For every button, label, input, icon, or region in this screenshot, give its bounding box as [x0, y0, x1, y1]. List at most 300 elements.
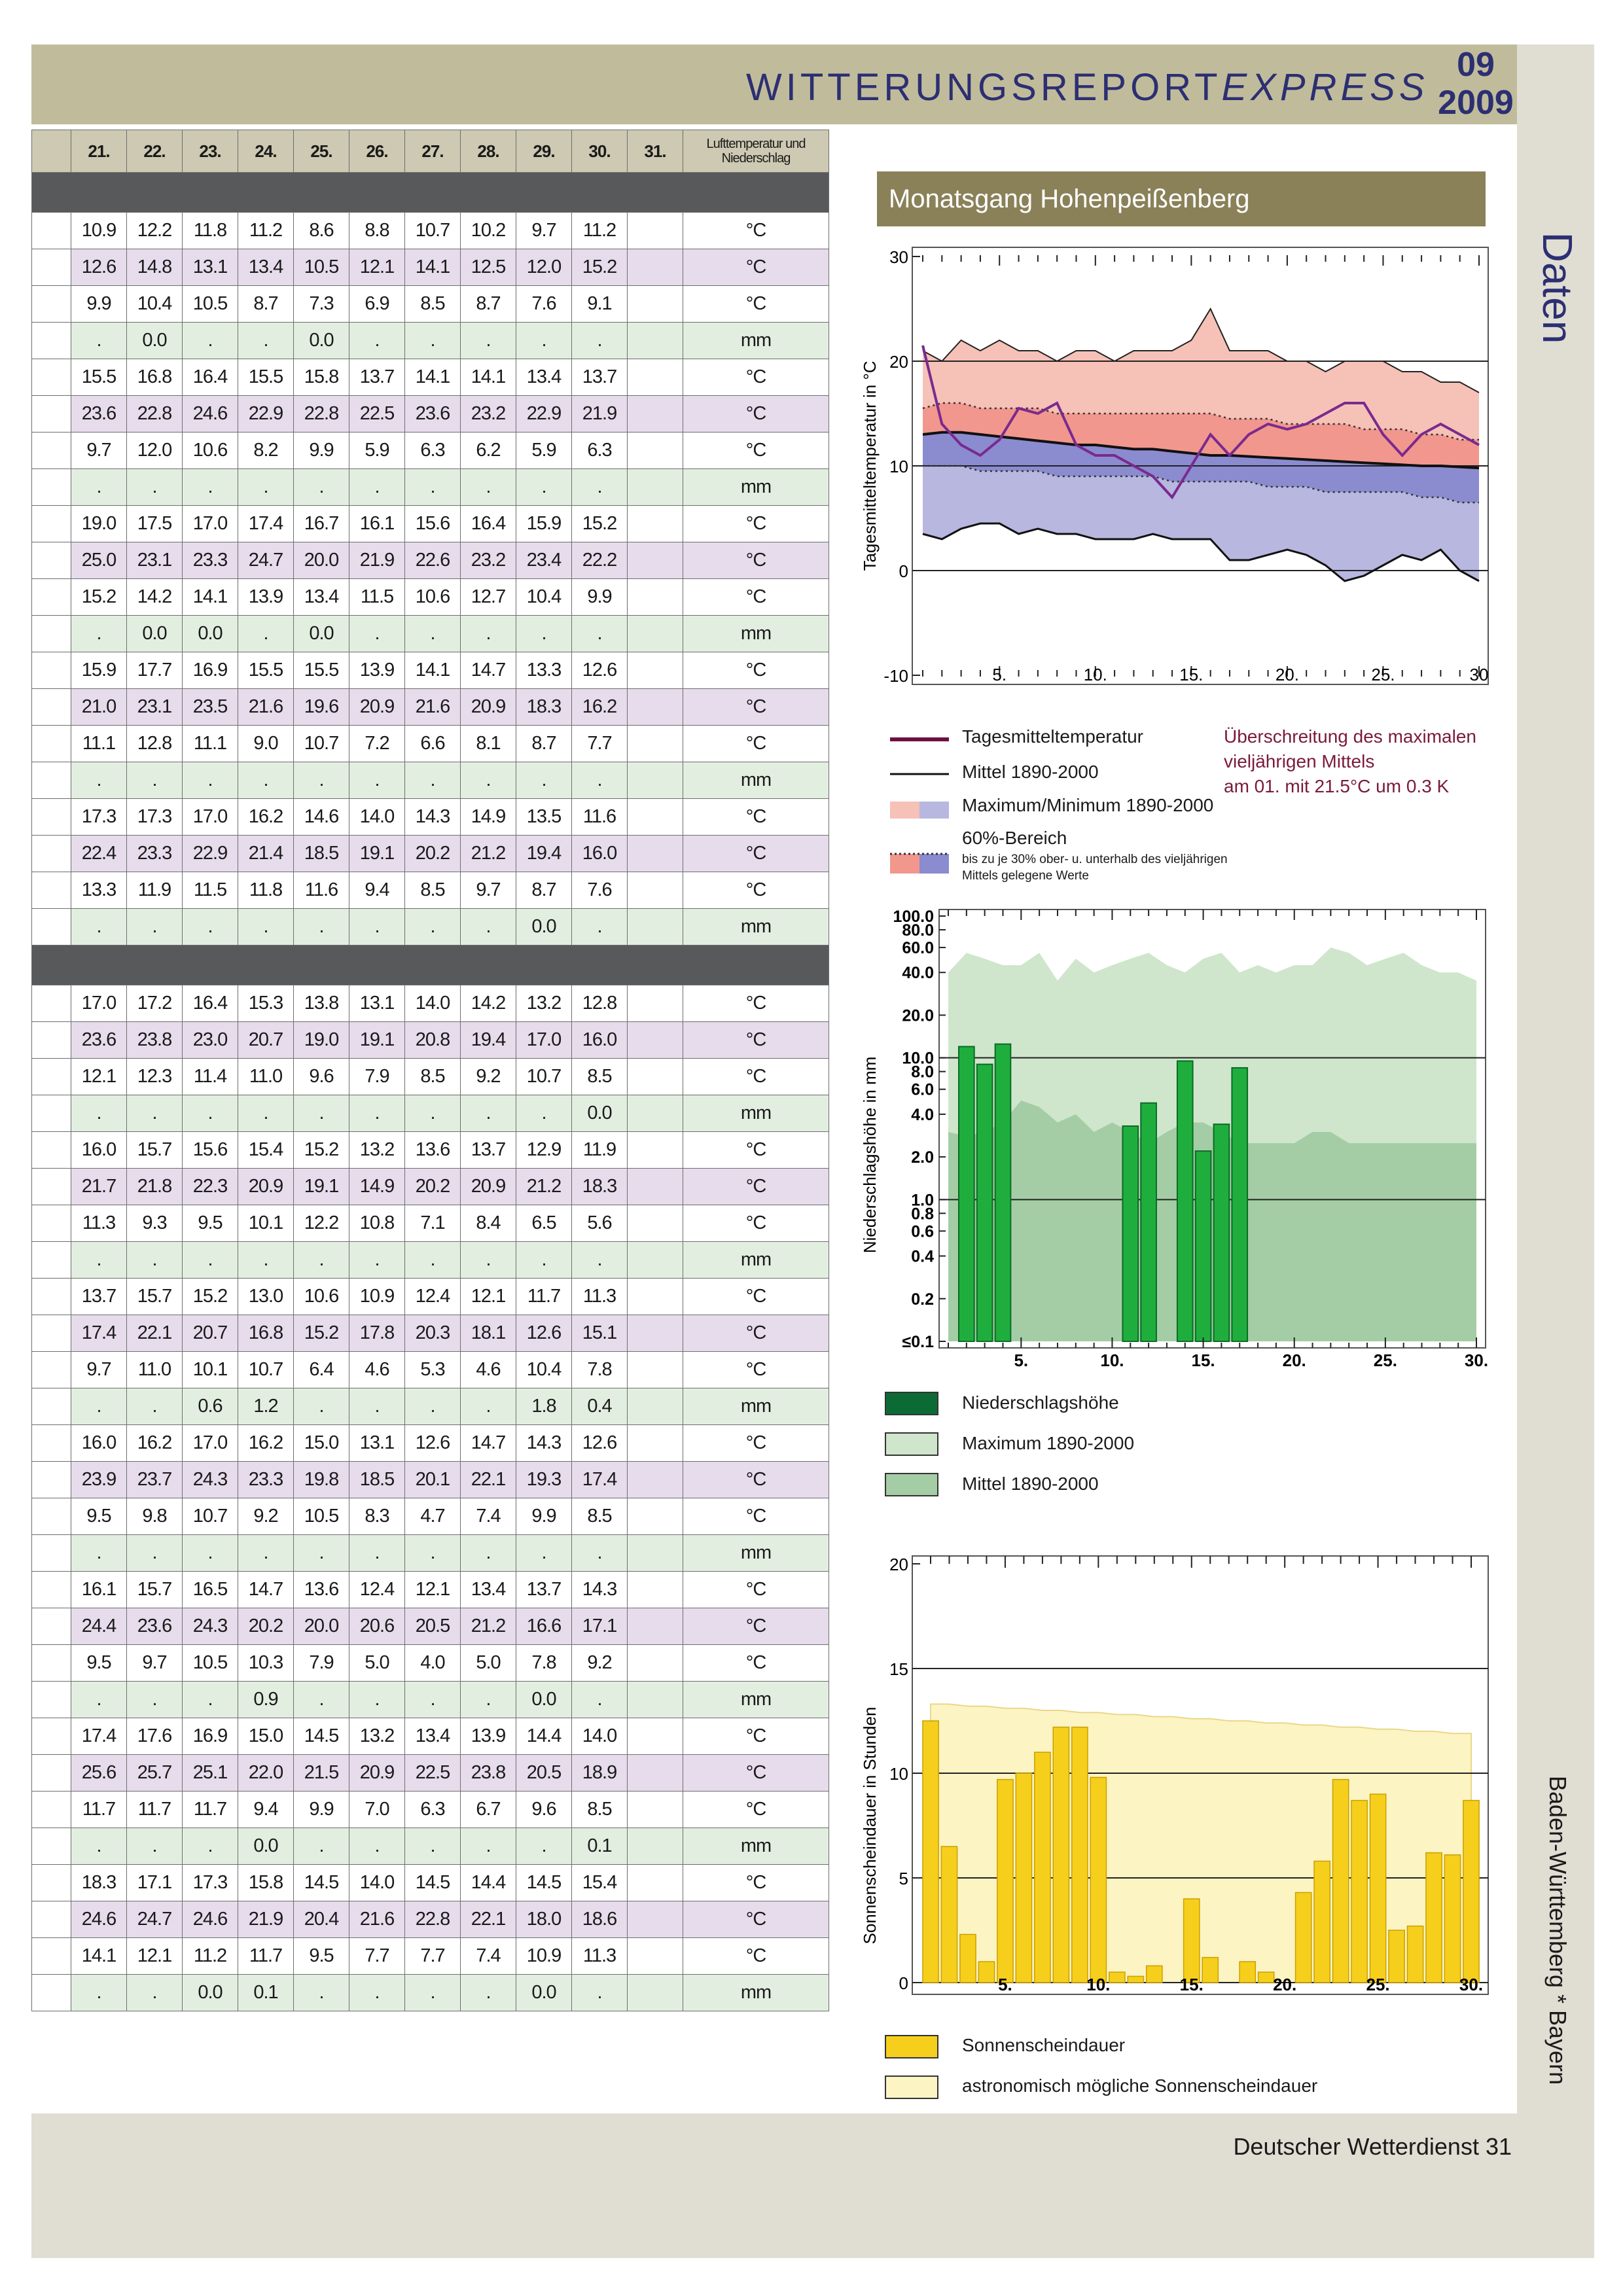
sunshine-chart	[851, 1544, 1492, 2041]
value-cell: .	[238, 909, 294, 945]
value-cell: 19.4	[516, 836, 572, 872]
value-cell	[628, 1059, 683, 1095]
value-cell: .	[127, 1535, 183, 1572]
y-tick-label: 10.0	[902, 1049, 934, 1068]
unit-cell: °C	[683, 1132, 829, 1169]
value-cell: 14.1	[405, 249, 461, 286]
value-cell: 0.6	[183, 1388, 238, 1425]
value-cell: 8.5	[572, 1059, 628, 1095]
value-cell: 9.5	[294, 1938, 349, 1975]
row-label-cell	[32, 1608, 71, 1645]
table-row	[32, 433, 829, 469]
value-cell: 11.1	[183, 726, 238, 762]
value-cell: 22.6	[405, 542, 461, 579]
chart-title: Monatsgang Hohenpeißenberg	[877, 171, 1486, 226]
sunshine-bar	[997, 1780, 1013, 1983]
value-cell: 12.3	[127, 1059, 183, 1095]
value-cell: 14.5	[516, 1865, 572, 1901]
y-tick-label: 6.0	[911, 1080, 934, 1099]
value-cell: 16.7	[294, 506, 349, 542]
value-cell: 22.0	[238, 1755, 294, 1792]
value-cell: 9.7	[71, 1352, 127, 1388]
value-cell: 16.5	[183, 1572, 238, 1608]
value-cell: 13.3	[71, 872, 127, 909]
value-cell: 10.5	[183, 1645, 238, 1682]
value-cell: 15.2	[572, 506, 628, 542]
separator-cell	[32, 945, 829, 985]
value-cell: 11.5	[183, 872, 238, 909]
y-axis-label: Niederschlagshöhe in mm	[860, 1056, 880, 1254]
value-cell: 0.0	[127, 616, 183, 652]
value-cell: 21.9	[238, 1901, 294, 1938]
unit-cell: °C	[683, 652, 829, 689]
value-cell: 12.8	[127, 726, 183, 762]
y-tick-label: 100.0	[893, 908, 934, 926]
table-row	[32, 1938, 829, 1975]
value-cell: 7.4	[461, 1498, 516, 1535]
note-line-2: vieljährigen Mittels	[1224, 751, 1375, 771]
table-row	[32, 1022, 829, 1059]
value-cell: 14.1	[405, 652, 461, 689]
value-cell: .	[349, 1535, 405, 1572]
value-cell: 11.0	[127, 1352, 183, 1388]
value-cell: 9.9	[294, 433, 349, 469]
table-row	[32, 1132, 829, 1169]
value-cell: 20.8	[405, 1022, 461, 1059]
value-cell: .	[183, 1095, 238, 1132]
value-cell: .	[183, 1535, 238, 1572]
value-cell: .	[183, 762, 238, 799]
x-tick-label: 30.	[1459, 1975, 1484, 1994]
x-tick-label: 15.	[1191, 1351, 1215, 1370]
row-label-cell	[32, 1022, 71, 1059]
value-cell: 16.1	[71, 1572, 127, 1608]
value-cell: 16.2	[238, 799, 294, 836]
value-cell: 14.7	[461, 652, 516, 689]
unit-cell: °C	[683, 249, 829, 286]
value-cell	[628, 542, 683, 579]
row-label-cell	[32, 1645, 71, 1682]
y-tick-label: 0.2	[911, 1290, 934, 1309]
y-tick-label: 0	[899, 1973, 908, 1993]
value-cell: 18.3	[516, 689, 572, 726]
legend-sun-astro-swatch	[885, 2076, 938, 2098]
value-cell: .	[405, 1828, 461, 1865]
table-row	[32, 1315, 829, 1352]
value-cell: 9.5	[71, 1498, 127, 1535]
value-cell: 11.7	[71, 1792, 127, 1828]
value-cell: 14.3	[572, 1572, 628, 1608]
value-cell	[628, 1718, 683, 1755]
x-tick-label: 10.	[1083, 665, 1107, 684]
value-cell: 17.4	[238, 506, 294, 542]
value-cell: 0.9	[238, 1682, 294, 1718]
x-tick-label: 30.	[1464, 1351, 1489, 1370]
value-cell: .	[572, 1975, 628, 2011]
table-row	[32, 1792, 829, 1828]
value-cell	[628, 616, 683, 652]
section-label: Daten	[1534, 232, 1581, 344]
value-cell: 5.9	[349, 433, 405, 469]
value-cell: 18.9	[572, 1755, 628, 1792]
value-cell: .	[294, 1095, 349, 1132]
value-cell: 7.6	[572, 872, 628, 909]
value-cell: 0.4	[572, 1388, 628, 1425]
row-label-cell	[32, 1901, 71, 1938]
value-cell	[628, 1425, 683, 1462]
unit-cell: °C	[683, 1022, 829, 1059]
value-cell: .	[516, 1095, 572, 1132]
value-cell	[628, 1205, 683, 1242]
note-line-1: Überschreitung des maximalen	[1224, 726, 1476, 747]
value-cell: 20.2	[238, 1608, 294, 1645]
value-cell: 10.6	[405, 579, 461, 616]
unit-header: Lufttemperatur und Niederschlag	[683, 130, 829, 173]
legend-60-upper-swatch	[890, 854, 919, 874]
value-cell: .	[294, 1828, 349, 1865]
value-cell: 12.1	[71, 1059, 127, 1095]
value-cell: 7.4	[461, 1938, 516, 1975]
value-cell: 13.9	[349, 652, 405, 689]
value-cell: 10.1	[238, 1205, 294, 1242]
value-cell	[628, 1315, 683, 1352]
value-cell	[628, 506, 683, 542]
value-cell: 16.6	[516, 1608, 572, 1645]
value-cell: 23.3	[127, 836, 183, 872]
sunshine-bar	[1184, 1899, 1200, 1983]
day-header: 26.	[349, 130, 405, 173]
value-cell: 19.1	[294, 1169, 349, 1205]
value-cell: 10.3	[238, 1645, 294, 1682]
value-cell	[628, 836, 683, 872]
value-cell: 7.9	[349, 1059, 405, 1095]
value-cell: 22.8	[405, 1901, 461, 1938]
table-row	[32, 1572, 829, 1608]
value-cell	[628, 1535, 683, 1572]
sunshine-bar	[1314, 1861, 1330, 1983]
value-cell: .	[294, 1682, 349, 1718]
value-cell: .	[183, 1682, 238, 1718]
x-tick-label: 20.	[1275, 665, 1299, 684]
value-cell: 12.2	[294, 1205, 349, 1242]
value-cell: 23.2	[461, 396, 516, 433]
unit-cell: °C	[683, 1938, 829, 1975]
y-tick-label: 5	[899, 1869, 908, 1888]
value-cell: 22.5	[405, 1755, 461, 1792]
unit-cell: °C	[683, 689, 829, 726]
table-row	[32, 985, 829, 1022]
value-cell: 21.6	[405, 689, 461, 726]
value-cell: 9.6	[516, 1792, 572, 1828]
value-cell: .	[294, 1975, 349, 2011]
precip-legend-swatches	[883, 1390, 949, 1502]
legend-60-desc-1: bis zu je 30% ober- u. unterhalb des vieljährigen	[962, 853, 1228, 866]
y-tick-label: 80.0	[902, 921, 934, 940]
precipitation-chart	[851, 903, 1492, 1387]
value-cell: 16.1	[349, 506, 405, 542]
value-cell: 6.3	[405, 1792, 461, 1828]
value-cell: 22.9	[183, 836, 238, 872]
value-cell: 9.9	[572, 579, 628, 616]
value-cell: 11.0	[238, 1059, 294, 1095]
value-cell: 24.6	[183, 396, 238, 433]
row-label-cell	[32, 762, 71, 799]
value-cell: 11.7	[183, 1792, 238, 1828]
header-empty-cell	[32, 130, 71, 173]
value-cell	[628, 1242, 683, 1279]
x-tick-label: 10.	[1100, 1351, 1124, 1370]
value-cell: 5.0	[349, 1645, 405, 1682]
value-cell: 12.5	[461, 249, 516, 286]
value-cell: 12.0	[516, 249, 572, 286]
value-cell: 0.1	[238, 1975, 294, 2011]
value-cell: .	[349, 1388, 405, 1425]
value-cell: 9.9	[516, 1498, 572, 1535]
value-cell: 5.6	[572, 1205, 628, 1242]
value-cell: 23.5	[183, 689, 238, 726]
sunshine-bar	[1109, 1972, 1125, 1983]
row-label-cell	[32, 506, 71, 542]
separator-cell	[32, 173, 829, 213]
unit-cell: °C	[683, 1718, 829, 1755]
value-cell: .	[294, 1535, 349, 1572]
value-cell: 20.9	[349, 689, 405, 726]
sunshine-bar	[1240, 1962, 1255, 1983]
unit-cell: °C	[683, 1755, 829, 1792]
value-cell: 15.2	[572, 249, 628, 286]
value-cell	[628, 726, 683, 762]
table-row	[32, 1682, 829, 1718]
value-cell: 15.9	[516, 506, 572, 542]
unit-cell: °C	[683, 359, 829, 396]
value-cell: 15.4	[572, 1865, 628, 1901]
legend-precip-mean: Mittel 1890-2000	[962, 1474, 1099, 1494]
sunshine-bar	[1128, 1976, 1143, 1983]
table-row	[32, 506, 829, 542]
value-cell: .	[405, 1535, 461, 1572]
value-cell: 11.9	[572, 1132, 628, 1169]
value-cell	[628, 433, 683, 469]
value-cell: 9.9	[294, 1792, 349, 1828]
value-cell: 23.8	[127, 1022, 183, 1059]
value-cell: .	[461, 1975, 516, 2011]
value-cell: .	[516, 1828, 572, 1865]
value-cell: 9.7	[461, 872, 516, 909]
value-cell: 23.6	[71, 1022, 127, 1059]
value-cell: 16.2	[238, 1425, 294, 1462]
y-tick-label: 20	[889, 352, 908, 372]
value-cell: .	[238, 1095, 294, 1132]
y-tick-label: 40.0	[902, 964, 934, 983]
y-tick-label: 15	[889, 1659, 908, 1679]
unit-cell: °C	[683, 1059, 829, 1095]
unit-cell: °C	[683, 542, 829, 579]
value-cell	[628, 1279, 683, 1315]
precip-bar	[959, 1047, 974, 1341]
row-label-cell	[32, 1828, 71, 1865]
value-cell: .	[71, 909, 127, 945]
value-cell: 15.3	[238, 985, 294, 1022]
value-cell: 16.0	[572, 1022, 628, 1059]
unit-cell: °C	[683, 985, 829, 1022]
unit-cell: °C	[683, 1572, 829, 1608]
table-row	[32, 1535, 829, 1572]
value-cell: 10.5	[294, 249, 349, 286]
value-cell: 13.1	[349, 985, 405, 1022]
value-cell: 16.0	[71, 1425, 127, 1462]
row-label-cell	[32, 1572, 71, 1608]
value-cell: .	[238, 323, 294, 359]
value-cell: 14.3	[405, 799, 461, 836]
table-row	[32, 1205, 829, 1242]
value-cell	[628, 985, 683, 1022]
value-cell: .	[71, 1682, 127, 1718]
value-cell: 16.0	[572, 836, 628, 872]
sunshine-bar	[1258, 1972, 1274, 1983]
value-cell: .	[405, 909, 461, 945]
value-cell: 15.8	[294, 359, 349, 396]
value-cell: 12.6	[572, 1425, 628, 1462]
value-cell: 14.9	[349, 1169, 405, 1205]
y-tick-label: -10	[883, 666, 908, 686]
value-cell: 16.0	[71, 1132, 127, 1169]
value-cell: 4.6	[349, 1352, 405, 1388]
report-title: WITTERUNGSREPORTEXPRESS	[746, 66, 1429, 109]
value-cell: 23.3	[183, 542, 238, 579]
x-tick-label: 25.	[1371, 665, 1395, 684]
unit-cell: °C	[683, 1425, 829, 1462]
station-separator	[32, 173, 829, 213]
value-cell: 14.9	[461, 799, 516, 836]
value-cell: 24.7	[238, 542, 294, 579]
issue-year: 2009	[1438, 84, 1514, 122]
precip-bar	[995, 1044, 1011, 1341]
y-tick-label: 2.0	[911, 1148, 934, 1167]
value-cell: .	[349, 762, 405, 799]
value-cell: 22.5	[349, 396, 405, 433]
value-cell: 9.7	[516, 213, 572, 249]
sunshine-bar	[1072, 1727, 1088, 1983]
value-cell: 0.0	[516, 909, 572, 945]
value-cell: .	[572, 323, 628, 359]
value-cell: 13.4	[238, 249, 294, 286]
day-header: 22.	[127, 130, 183, 173]
value-cell: 12.6	[71, 249, 127, 286]
legend-60-lower-swatch	[919, 854, 949, 874]
value-cell: 20.7	[183, 1315, 238, 1352]
row-label-cell	[32, 1205, 71, 1242]
value-cell: 8.7	[461, 286, 516, 323]
value-cell	[628, 1792, 683, 1828]
value-cell: 17.0	[183, 1425, 238, 1462]
value-cell: 7.6	[516, 286, 572, 323]
value-cell: 10.7	[294, 726, 349, 762]
value-cell: .	[572, 616, 628, 652]
value-cell: 14.4	[516, 1718, 572, 1755]
row-label-cell	[32, 1425, 71, 1462]
unit-cell: °C	[683, 872, 829, 909]
value-cell: 17.8	[349, 1315, 405, 1352]
row-label-cell	[32, 1279, 71, 1315]
x-tick-label: 10.	[1086, 1975, 1111, 1994]
table-row	[32, 1498, 829, 1535]
row-label-cell	[32, 1938, 71, 1975]
value-cell: 18.5	[294, 836, 349, 872]
value-cell: .	[516, 616, 572, 652]
value-cell: 20.4	[294, 1901, 349, 1938]
value-cell: 8.6	[294, 213, 349, 249]
value-cell: 11.7	[238, 1938, 294, 1975]
value-cell: 8.5	[572, 1792, 628, 1828]
value-cell	[628, 469, 683, 506]
sunshine-bar	[1090, 1777, 1106, 1983]
value-cell: .	[516, 1242, 572, 1279]
unit-cell: °C	[683, 579, 829, 616]
value-cell	[628, 762, 683, 799]
value-cell: .	[572, 909, 628, 945]
y-tick-label: 20.0	[902, 1006, 934, 1025]
value-cell	[628, 1095, 683, 1132]
value-cell: 14.7	[238, 1572, 294, 1608]
value-cell: 16.2	[572, 689, 628, 726]
value-cell: 0.1	[572, 1828, 628, 1865]
value-cell: 10.7	[405, 213, 461, 249]
table-row	[32, 1865, 829, 1901]
legend-precip-max: Maximum 1890-2000	[962, 1433, 1135, 1453]
value-cell: 1.8	[516, 1388, 572, 1425]
row-label-cell	[32, 1059, 71, 1095]
row-label-cell	[32, 726, 71, 762]
unit-cell: mm	[683, 1242, 829, 1279]
row-label-cell	[32, 249, 71, 286]
value-cell: 9.2	[461, 1059, 516, 1095]
value-cell	[628, 249, 683, 286]
value-cell: 8.5	[572, 1498, 628, 1535]
row-label-cell	[32, 909, 71, 945]
value-cell: 20.9	[461, 1169, 516, 1205]
value-cell: 18.3	[572, 1169, 628, 1205]
value-cell: 9.3	[127, 1205, 183, 1242]
row-label-cell	[32, 213, 71, 249]
value-cell: 24.6	[183, 1901, 238, 1938]
row-label-cell	[32, 359, 71, 396]
value-cell: 19.3	[516, 1462, 572, 1498]
note-line-3: am 01. mit 21.5°C um 0.3 K	[1224, 776, 1450, 796]
unit-cell: mm	[683, 616, 829, 652]
value-cell: 12.7	[461, 579, 516, 616]
value-cell: 20.2	[405, 1169, 461, 1205]
value-cell: 10.6	[183, 433, 238, 469]
value-cell: 15.5	[238, 359, 294, 396]
y-axis-label: Sonnenscheindauer in Stunden	[860, 1706, 880, 1945]
sunshine-bar	[960, 1934, 976, 1983]
unit-cell: °C	[683, 1315, 829, 1352]
value-cell: 21.6	[238, 689, 294, 726]
value-cell: 15.5	[71, 359, 127, 396]
value-cell	[628, 1755, 683, 1792]
day-header: 30.	[572, 130, 628, 173]
legend-max-swatch	[890, 802, 919, 819]
table-row	[32, 323, 829, 359]
value-cell: 9.2	[238, 1498, 294, 1535]
y-axis-label: Tagesmitteltemperatur in °C	[860, 361, 880, 571]
y-tick-label: 0.6	[911, 1222, 934, 1241]
value-cell: .	[183, 909, 238, 945]
legend-precip-mean-swatch	[885, 1474, 938, 1496]
value-cell: 14.7	[461, 1425, 516, 1462]
legend-precip: Niederschlagshöhe	[962, 1392, 1119, 1413]
y-tick-label: 10	[889, 1764, 908, 1784]
